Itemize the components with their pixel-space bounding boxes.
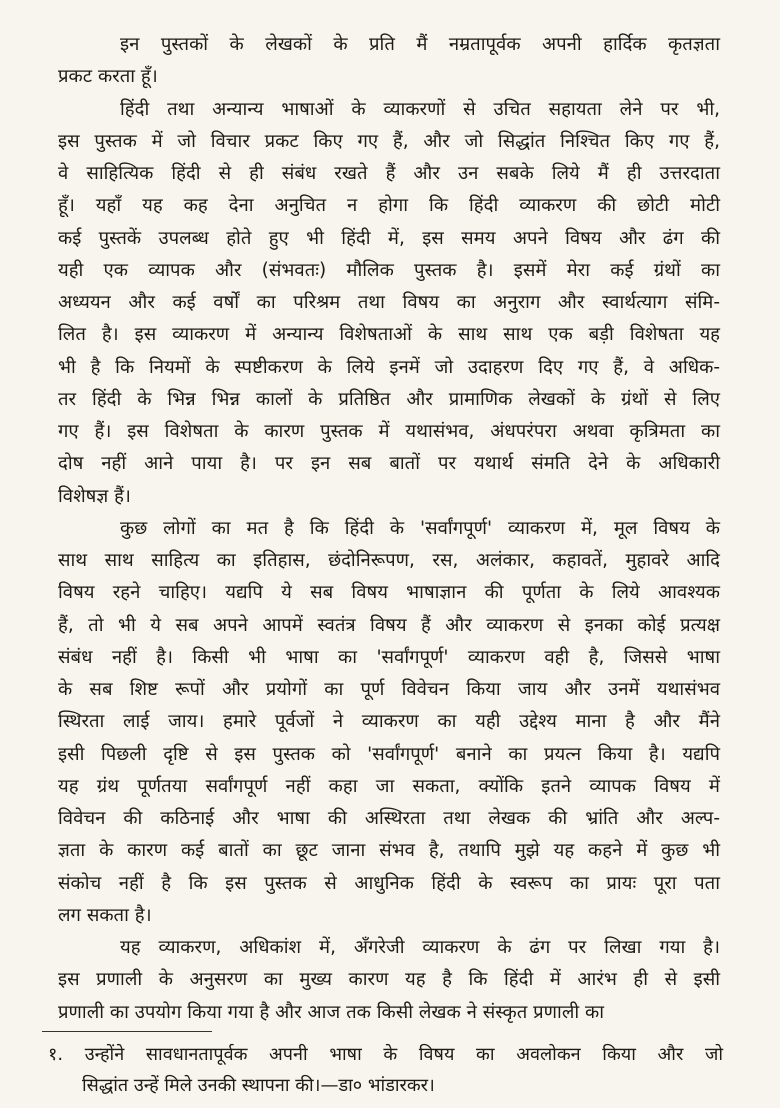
footnote-line: सिद्धांत उन्हें मिले उनकी स्थापना की।—डा० भांडारकर।: [82, 1075, 435, 1096]
paragraph-2-line: अध्ययन और कई वर्षों का परिश्रम तथा विषय का अनुराग और स्वार्थत्याग संमि-: [58, 292, 720, 313]
paragraph-2-line: भी है कि नियमों के स्पष्टीकरण के लिये इनमें जो उदाहरण दिए गए हैं, वे अधिक-: [58, 356, 720, 378]
paragraph-2-line: लित है। इस व्याकरण में अन्यान्य विशेषताओं के साथ साथ एक बड़ी विशेषता यह: [58, 324, 720, 346]
paragraph-2-line: तर हिंदी के भिन्न भिन्न कालों के प्रतिष्ठित और प्रामाणिक लेखकों के ग्रंथों से लिए: [58, 388, 720, 410]
footnote-divider: [42, 1031, 212, 1032]
paragraph-3-line: ज्ञता के कारण कई बातों का छूट जाना संभव है, तथापि मुझे यह कहने में कुछ भी: [58, 840, 720, 862]
paragraph-2-line: हूँ। यहाँ यह कह देना अनुचित न होगा कि हिंदी व्याकरण की छोटी मोटी: [58, 195, 720, 217]
paragraph-3-line: लग सकता है।: [58, 904, 152, 926]
paragraph-2-line: विशेषज्ञ हैं।: [58, 485, 131, 507]
footnote-line: १. उन्होंने सावधानतापूर्वक अपनी भाषा के विषय का अवलोकन किया और जो: [48, 1044, 723, 1065]
paragraph-4-line: प्रणाली का उपयोग किया गया है और आज तक किसी लेखक ने संस्कृत प्रणाली का: [58, 1001, 605, 1023]
paragraph-2-line: कई पुस्तकें उपलब्ध होते हुए भी हिंदी में, इस समय अपने विषय और ढंग की: [58, 227, 720, 249]
paragraph-2-line: गए हैं। इस विशेषता के कारण पुस्तक में यथासंभव, अंधपरंपरा अथवा कृत्रिमता का: [58, 421, 720, 442]
paragraph-2-line: हिंदी तथा अन्यान्य भाषाओं के व्याकरणों से उचित सहायता लेने पर भी,: [120, 98, 720, 120]
paragraph-3-line: कुछ लोगों का मत है कि हिंदी के 'सर्वांगपूर्ण' व्याकरण में, मूल विषय के: [120, 517, 720, 539]
paragraph-2-line: दोष नहीं आने पाया है। पर इन सब बातों पर यथार्थ संमति देने के अधिकारी: [58, 453, 720, 475]
paragraph-4-line: यह व्याकरण, अधिकांश में, अँगरेजी व्याकरण के ढंग पर लिखा गया है।: [120, 937, 720, 958]
paragraph-2-line: इस पुस्तक में जो विचार प्रकट किए गए हैं, और जो सिद्धांत निश्चित किए गए हैं,: [58, 130, 720, 152]
paragraph-3-line: संकोच नहीं है कि इस पुस्तक से आधुनिक हिंदी के स्वरूप का प्रायः पूरा पता: [58, 872, 720, 894]
paragraph-3-line: के सब शिष्ट रूपों और प्रयोगों का पूर्ण विवेचन किया जाय और उनमें यथासंभव: [58, 679, 720, 700]
paragraph-4-line: इस प्रणाली के अनुसरण का मुख्य कारण यह है कि हिंदी में आरंभ ही से इसी: [58, 969, 720, 991]
paragraph-2-line: वे साहित्यिक हिंदी से ही संबंध रखते हैं और उन सबके लिये मैं ही उत्तरदाता: [58, 163, 720, 184]
paragraph-2-line: यही एक व्यापक और (संभवतः) मौलिक पुस्तक है। इसमें मेरा कई ग्रंथों का: [58, 259, 720, 281]
paragraph-3-line: हैं, तो भी ये सब अपने आपमें स्वतंत्र विषय हैं और व्याकरण से इनका कोई प्रत्यक्ष: [58, 614, 720, 636]
paragraph-3-line: स्थिरता लाई जाय। हमारे पूर्वजों ने व्याकरण का यही उद्देश्य माना है और मैंने: [58, 711, 720, 733]
paragraph-3-line: संबंध नहीं है। किसी भी भाषा का 'सर्वांगपूर्ण' व्याकरण वही है, जिससे भाषा: [58, 646, 720, 668]
paragraph-1-line: इन पुस्तकों के लेखकों के प्रति मैं नम्रतापूर्वक अपनी हार्दिक कृतज्ञता: [120, 34, 720, 55]
paragraph-3-line: विषय रहने चाहिए। यद्यपि ये सब विषय भाषाज्ञान की पूर्णता के लिये आवश्यक: [58, 582, 720, 604]
paragraph-3-line: साथ साथ साहित्य का इतिहास, छंदोनिरूपण, रस, अलंकार, कहावतें, मुहावरे आदि: [58, 550, 720, 571]
paragraph-3-line: इसी पिछली दृष्टि से इस पुस्तक को 'सर्वांगपूर्ण' बनाने का प्रयत्न किया है। यद्यपि: [58, 743, 720, 765]
paragraph-1-line: प्रकट करता हूँ।: [58, 66, 158, 88]
paragraph-3-line: यह ग्रंथ पूर्णतया सर्वांगपूर्ण नहीं कहा जा सकता, क्योंकि इतने व्यापक विषय में: [58, 775, 720, 797]
paragraph-3-line: विवेचन की कठिनाई और भाषा की अस्थिरता तथा लेखक की भ्रांति और अल्प-: [58, 808, 720, 829]
